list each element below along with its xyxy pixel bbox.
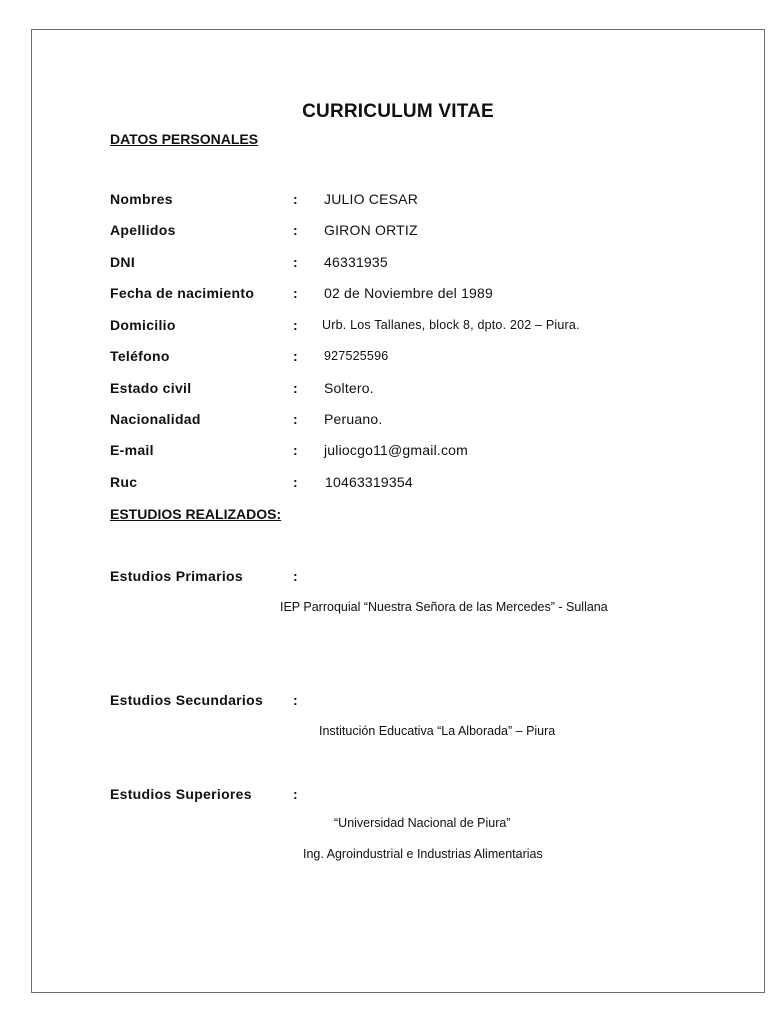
secondary-studies-separator: : <box>293 692 298 708</box>
primary-studies-detail: IEP Parroquial “Nuestra Señora de las Mercedes” - Sullana <box>280 600 608 614</box>
field-row-estado-civil <box>110 380 710 400</box>
field-row-telefono <box>110 348 710 368</box>
field-row-apellidos <box>110 222 710 242</box>
field-separator: : <box>293 442 298 458</box>
field-value: Urb. Los Tallanes, block 8, dpto. 202 – Piura. <box>322 318 580 332</box>
higher-studies-separator: : <box>293 786 298 802</box>
field-value: 10463319354 <box>325 474 413 490</box>
field-separator: : <box>293 411 298 427</box>
field-label: Estado civil <box>110 380 192 396</box>
field-label: Nacionalidad <box>110 411 201 427</box>
document-page <box>31 29 765 993</box>
field-separator: : <box>293 474 298 490</box>
field-row-fecha-nacimiento <box>110 285 710 305</box>
secondary-studies-detail: Institución Educativa “La Alborada” – Piura <box>319 724 556 738</box>
field-separator: : <box>293 317 298 333</box>
field-row-dni <box>110 254 710 274</box>
field-value: 02 de Noviembre del 1989 <box>324 285 494 301</box>
field-separator: : <box>293 254 298 270</box>
field-label: DNI <box>110 254 136 270</box>
primary-studies-separator: : <box>293 568 298 584</box>
field-label: Domicilio <box>110 317 176 333</box>
field-label: Teléfono <box>110 348 170 364</box>
field-separator: : <box>293 285 298 301</box>
studies-heading: ESTUDIOS REALIZADOS: <box>110 506 282 522</box>
field-row-nacionalidad <box>110 411 710 431</box>
field-value: JULIO CESAR <box>324 191 418 207</box>
field-separator: : <box>293 348 298 364</box>
field-row-nombres <box>110 191 710 211</box>
field-row-email <box>110 442 710 462</box>
personal-data-heading: DATOS PERSONALES <box>110 131 259 147</box>
field-value: GIRON ORTIZ <box>324 222 418 238</box>
higher-studies-label: Estudios Superiores <box>110 786 252 802</box>
field-row-domicilio <box>110 317 710 337</box>
primary-studies-label: Estudios Primarios <box>110 568 243 584</box>
field-value: Soltero. <box>324 380 374 396</box>
higher-studies-institution: “Universidad Nacional de Piura” <box>334 816 511 830</box>
field-value: 46331935 <box>324 254 388 270</box>
field-separator: : <box>293 191 298 207</box>
field-label: E-mail <box>110 442 154 458</box>
field-label: Fecha de nacimiento <box>110 285 255 301</box>
field-label: Apellidos <box>110 222 176 238</box>
field-separator: : <box>293 222 298 238</box>
field-row-ruc <box>110 474 710 494</box>
document-title: CURRICULUM VITAE <box>302 101 494 122</box>
field-label: Ruc <box>110 474 138 490</box>
secondary-studies-label: Estudios Secundarios <box>110 692 264 708</box>
field-value: Peruano. <box>324 411 383 427</box>
field-label: Nombres <box>110 191 173 207</box>
higher-studies-career: Ing. Agroindustrial e Industrias Alimentarias <box>303 847 543 861</box>
field-value: juliocgo11@gmail.com <box>324 442 469 458</box>
field-value: 927525596 <box>324 349 389 363</box>
field-separator: : <box>293 380 298 396</box>
